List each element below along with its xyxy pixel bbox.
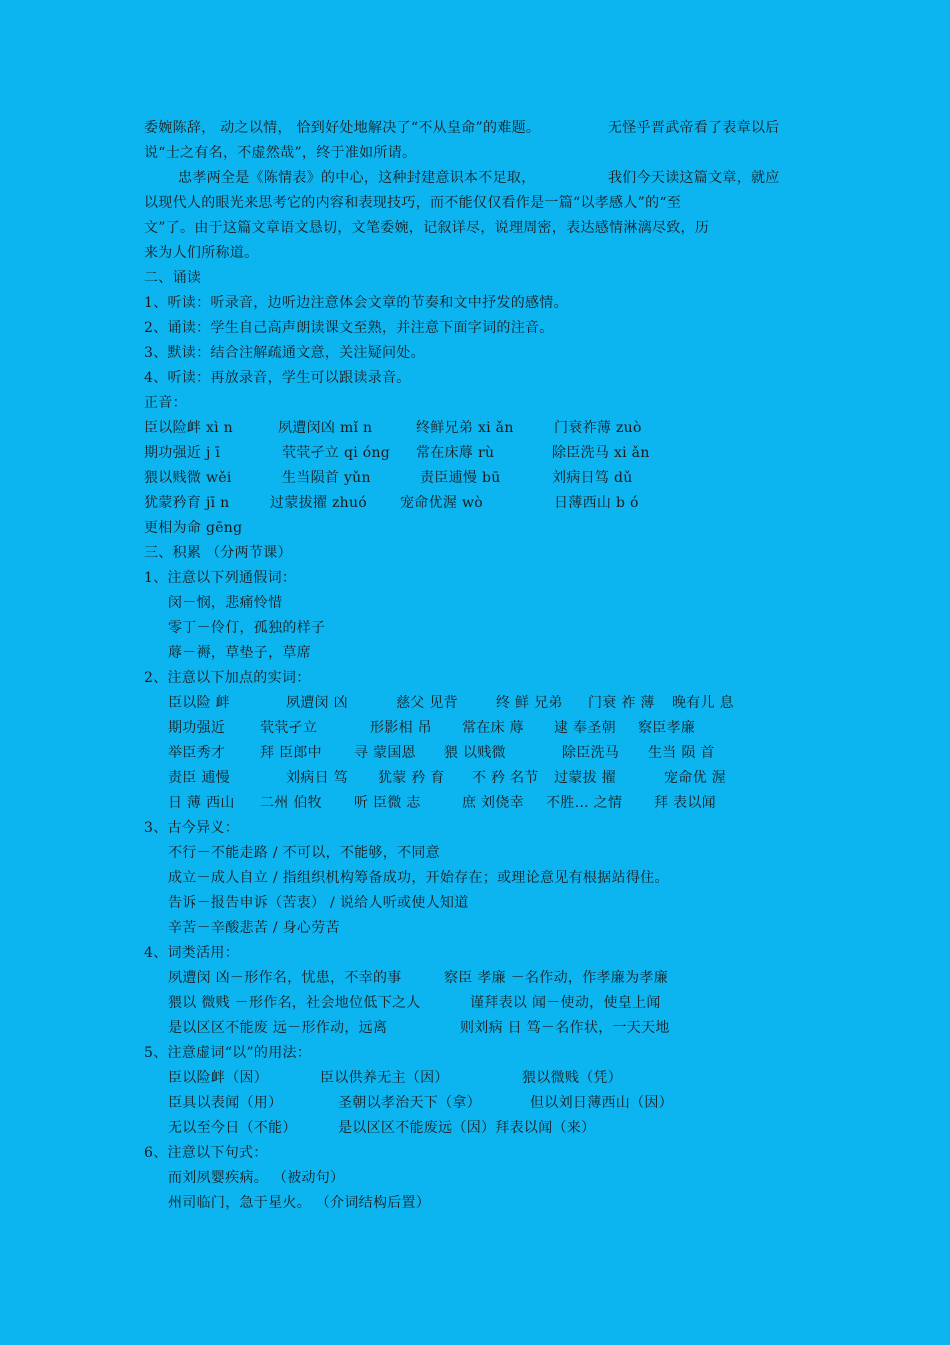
recite-item: 4、听读：再放录音，学生可以跟读录音。 bbox=[144, 370, 411, 386]
shici-item: 寻 蒙国恩 bbox=[354, 745, 416, 761]
guyi-item: 成立－成人自立 / 指组织机构筹备成功，开始存在；或理论意见有根据站得住。 bbox=[168, 870, 669, 886]
shici-item: 晚有儿 息 bbox=[672, 695, 734, 711]
tongjia-item: 闵－悯，悲痛怜惜 bbox=[168, 595, 283, 611]
pronunciation-item: 门衰祚薄 zuò bbox=[554, 420, 642, 436]
shici-item: 听 臣微 志 bbox=[354, 795, 421, 811]
shici-item: 逮 奉圣朝 bbox=[554, 720, 616, 736]
pronunciation-item: 猥以贱微 wěi bbox=[144, 470, 232, 486]
shici-item: 除臣洗马 bbox=[562, 745, 620, 761]
recite-item: 3、默读：结合注解疏通文意，关注疑问处。 bbox=[144, 345, 425, 361]
pronunciation-item: 生当陨首 yǔn bbox=[282, 470, 371, 486]
yi-item: 圣朝以孝治天下（拿） bbox=[338, 1095, 481, 1111]
shici-item: 拜 表以闻 bbox=[654, 795, 716, 811]
pronunciation-item: 除臣洗马 xi ǎn bbox=[552, 445, 650, 461]
yi-item: 臣具以表闻（用） bbox=[168, 1095, 283, 1111]
pronunciation-item: 期功强近 j ī bbox=[144, 445, 221, 461]
pronunciation-item: 过蒙拔擢 zhuó bbox=[270, 495, 367, 511]
jushi-item: 州司临门，急于星火。 （介词结构后置） bbox=[168, 1195, 431, 1211]
pronunciation-item: 常在床蓐 rù bbox=[416, 445, 495, 461]
subheading-tongjia: 1、注意以下列通假词： bbox=[144, 570, 297, 586]
zhengyin-label: 正音： bbox=[144, 395, 187, 411]
huoyong-item: 猥以 微贱 －形作名，社会地位低下之人 bbox=[168, 995, 421, 1011]
pronunciation-item: 臣以险衅 xì n bbox=[144, 420, 233, 436]
pronunciation-item: 终鲜兄弟 xi ǎn bbox=[416, 420, 514, 436]
section-heading-recite: 二、诵读 bbox=[144, 270, 202, 286]
guyi-item: 不行－不能走路 / 不可以，不能够，不同意 bbox=[168, 845, 440, 861]
yi-item: 臣以险衅（因） bbox=[168, 1070, 269, 1086]
shici-item: 不胜… 之情 bbox=[546, 795, 623, 811]
shici-item: 察臣孝廉 bbox=[638, 720, 696, 736]
yi-item: 猥以微贱（凭） bbox=[522, 1070, 623, 1086]
shici-item: 刘病日 笃 bbox=[286, 770, 348, 786]
huoyong-item: 则刘病 日 笃－名作状，一天天地 bbox=[460, 1020, 670, 1036]
shici-item: 不 矜 名节 bbox=[472, 770, 539, 786]
huoyong-item: 谨拜表以 闻－使动，使皇上闻 bbox=[470, 995, 661, 1011]
subheading-huoyong: 4、词类活用： bbox=[144, 945, 240, 961]
section-heading-accumulate: 三、积累 （分两节课） bbox=[144, 545, 292, 561]
shici-item: 猥 以贱微 bbox=[444, 745, 506, 761]
shici-item: 常在床 蓐 bbox=[462, 720, 524, 736]
shici-item: 期功强近 bbox=[168, 720, 226, 736]
shici-item: 生当 陨 首 bbox=[648, 745, 715, 761]
pronunciation-item: 茕茕孑立 qi óng bbox=[282, 445, 391, 461]
yi-item: 无以至今日（不能） bbox=[168, 1120, 297, 1136]
shici-item: 犹蒙 矜 育 bbox=[378, 770, 445, 786]
subheading-guyi: 3、古今异义： bbox=[144, 820, 240, 836]
jushi-item: 而刘夙婴疾病。 （被动句） bbox=[168, 1170, 345, 1186]
shici-item: 庶 刘侥幸 bbox=[462, 795, 524, 811]
pronunciation-item: 宠命优渥 wò bbox=[400, 495, 483, 511]
huoyong-item: 察臣 孝廉 －名作动，作孝廉为孝廉 bbox=[444, 970, 668, 986]
shici-item: 责臣 逋慢 bbox=[168, 770, 230, 786]
shici-item: 慈父 见背 bbox=[396, 695, 458, 711]
shici-item: 二州 伯牧 bbox=[260, 795, 322, 811]
intro-line-5: 文”了。由于这篇文章语文恳切，文笔委婉，记叙详尽，说理周密，表达感情淋漓尽致，历 bbox=[144, 220, 710, 236]
shici-item: 形影相 吊 bbox=[370, 720, 432, 736]
pronunciation-item: 夙遭闵凶 mǐ n bbox=[278, 420, 373, 436]
yi-item: 但以刘日薄西山（因） bbox=[530, 1095, 673, 1111]
tongjia-item: 蓐－褥，草垫子，草席 bbox=[168, 645, 311, 661]
shici-item: 举臣秀才 bbox=[168, 745, 226, 761]
shici-item: 门衰 祚 薄 bbox=[588, 695, 655, 711]
subheading-shici: 2、注意以下加点的实词： bbox=[144, 670, 311, 686]
guyi-item: 告诉－报告申诉（苦衷） / 说给人听或使人知道 bbox=[168, 895, 469, 911]
pronunciation-item: 更相为命 gēng bbox=[144, 520, 243, 536]
intro-line-6: 来为人们所称道。 bbox=[144, 245, 259, 261]
shici-item: 宠命优 渥 bbox=[664, 770, 726, 786]
intro-line-3a: 忠孝两全是《陈情表》的中心，这种封建意识本不足取， bbox=[178, 170, 536, 186]
yi-item: 是以区区不能废远（因）拜表以闻（来） bbox=[338, 1120, 596, 1136]
shici-item: 过蒙拔 擢 bbox=[554, 770, 616, 786]
intro-line-1b: 无怪乎晋武帝看了表章以后 bbox=[608, 120, 780, 136]
yi-item: 臣以供养无主（因） bbox=[320, 1070, 449, 1086]
guyi-item: 辛苦－辛酸悲苦 / 身心劳苦 bbox=[168, 920, 340, 936]
intro-line-1a: 委婉陈辞， 动之以情， 恰到好处地解决了“不从皇命”的难题。 bbox=[144, 120, 541, 136]
pronunciation-item: 日薄西山 b ó bbox=[554, 495, 639, 511]
shici-item: 终 鲜 兄弟 bbox=[496, 695, 563, 711]
pronunciation-item: 刘病日笃 dǔ bbox=[552, 470, 633, 486]
shici-item: 拜 臣郎中 bbox=[260, 745, 322, 761]
intro-line-3b: 我们今天读这篇文章，就应 bbox=[608, 170, 780, 186]
tongjia-item: 零丁－伶仃，孤独的样子 bbox=[168, 620, 326, 636]
intro-line-4: 以现代人的眼光来思考它的内容和表现技巧，而不能仅仅看作是一篇“以孝感人”的“至 bbox=[144, 195, 682, 211]
subheading-yi: 5、注意虚词“以”的用法： bbox=[144, 1045, 312, 1061]
subheading-jushi: 6、注意以下句式： bbox=[144, 1145, 268, 1161]
pronunciation-item: 犹蒙矜育 jī n bbox=[144, 495, 230, 511]
huoyong-item: 夙遭闵 凶－形作名，忧患，不幸的事 bbox=[168, 970, 402, 986]
intro-line-2: 说“士之有名，不虚然哉”，终于准如所请。 bbox=[144, 145, 417, 161]
huoyong-item: 是以区区不能废 远－形作动，远离 bbox=[168, 1020, 388, 1036]
recite-item: 2、诵读：学生自己高声朗读课文至熟，并注意下面字词的注音。 bbox=[144, 320, 554, 336]
shici-item: 茕茕孑立 bbox=[260, 720, 318, 736]
shici-item: 臣以险 衅 bbox=[168, 695, 230, 711]
recite-item: 1、听读：听录音，边听边注意体会文章的节奏和文中抒发的感情。 bbox=[144, 295, 568, 311]
shici-item: 夙遭闵 凶 bbox=[286, 695, 348, 711]
shici-item: 日 薄 西山 bbox=[168, 795, 235, 811]
pronunciation-item: 责臣逋慢 bū bbox=[420, 470, 501, 486]
